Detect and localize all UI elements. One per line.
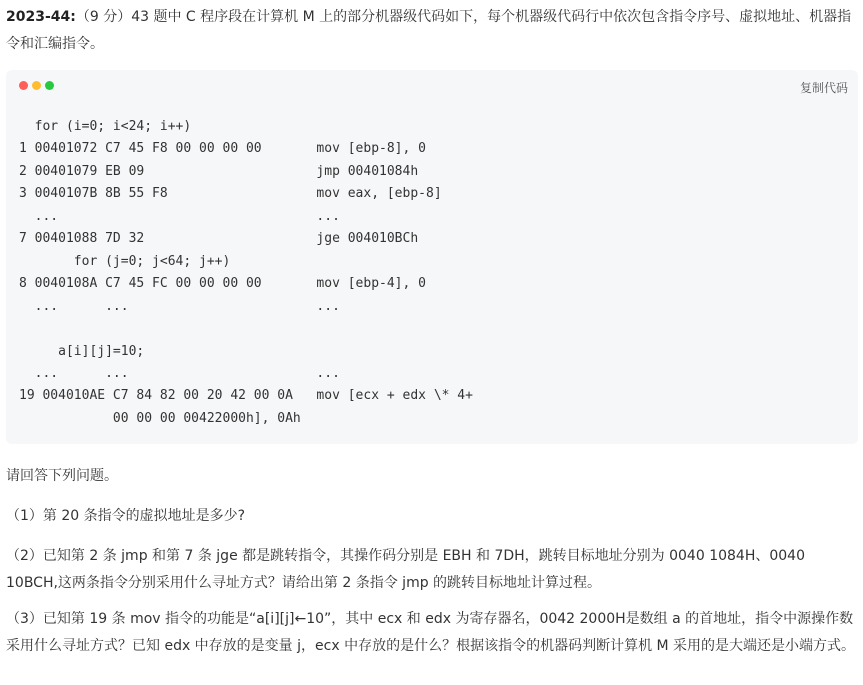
question-text: （9 分）43 题中 C 程序段在计算机 M 上的部分机器级代码如下，每个机器级代码行中依次包含指令序号、虚拟地址、机器指令和汇编指令。 bbox=[6, 9, 852, 52]
code-content bbox=[19, 116, 473, 430]
code-line: ... ... ... bbox=[19, 365, 340, 381]
yellow-dot-icon bbox=[32, 81, 41, 90]
sub-question-2: （2）已知第 2 条 jmp 和第 7 条 jge 都是跳转指令，其操作码分别是 EBH 和 7DH，跳转目标地址分别为 0040 1084H、0040 10BCH,这两条指令分别采用什么寻址方式？请给出第 2 条指令 jmp 的跳转目标地址计算过程。 bbox=[6, 548, 805, 591]
code-block bbox=[6, 70, 858, 444]
window-dots bbox=[19, 81, 54, 90]
code-line: a[i][j]=10; bbox=[19, 343, 145, 359]
code-line: 3 0040107B 8B 55 F8 mov eax, [ebp-8] bbox=[19, 186, 442, 202]
answer-prompt: 请回答下列问题。 bbox=[6, 468, 118, 484]
code-line: 8 0040108A C7 45 FC 00 00 00 00 mov [ebp-4], 0 bbox=[19, 276, 426, 292]
copy-code-button[interactable]: 复制代码 bbox=[799, 81, 848, 95]
code-line: 7 00401088 7D 32 jge 004010BCh bbox=[19, 231, 419, 247]
code-line: ... ... bbox=[19, 208, 340, 224]
code-line: 2 00401079 EB 09 jmp 00401084h bbox=[19, 163, 419, 179]
question-label: 2023-44: bbox=[6, 9, 76, 25]
question-intro bbox=[6, 4, 858, 58]
code-line: for (i=0; i<24; i++) bbox=[19, 119, 192, 134]
code-line: for (j=0; j<64; j++) bbox=[19, 253, 231, 269]
green-dot-icon bbox=[45, 81, 54, 90]
red-dot-icon bbox=[19, 81, 28, 90]
sub-question-3: （3）已知第 19 条 mov 指令的功能是“a[i][j]←10”，其中 ecx 和 edx 为寄存器名，0042 2000H是数组 a 的首地址，指令中源操作数采用什么寻址方式？已知 edx 中存放的是变量 j，ecx 中存放的是什么？根据该指令的机器码判断计算机 M 采用的是大端还是小端方式。 bbox=[6, 611, 856, 654]
sub-question-1: （1）第 20 条指令的虚拟地址是多少? bbox=[6, 508, 246, 524]
code-line: 19 004010AE C7 84 82 00 20 42 00 0A mov [ecx + edx \* 4+ bbox=[19, 388, 473, 404]
code-line: 1 00401072 C7 45 F8 00 00 00 00 mov [ebp-8], 0 bbox=[19, 141, 426, 157]
code-line: ... ... ... bbox=[19, 298, 340, 314]
code-line: 00 00 00 00422000h], 0Ah bbox=[19, 410, 301, 426]
